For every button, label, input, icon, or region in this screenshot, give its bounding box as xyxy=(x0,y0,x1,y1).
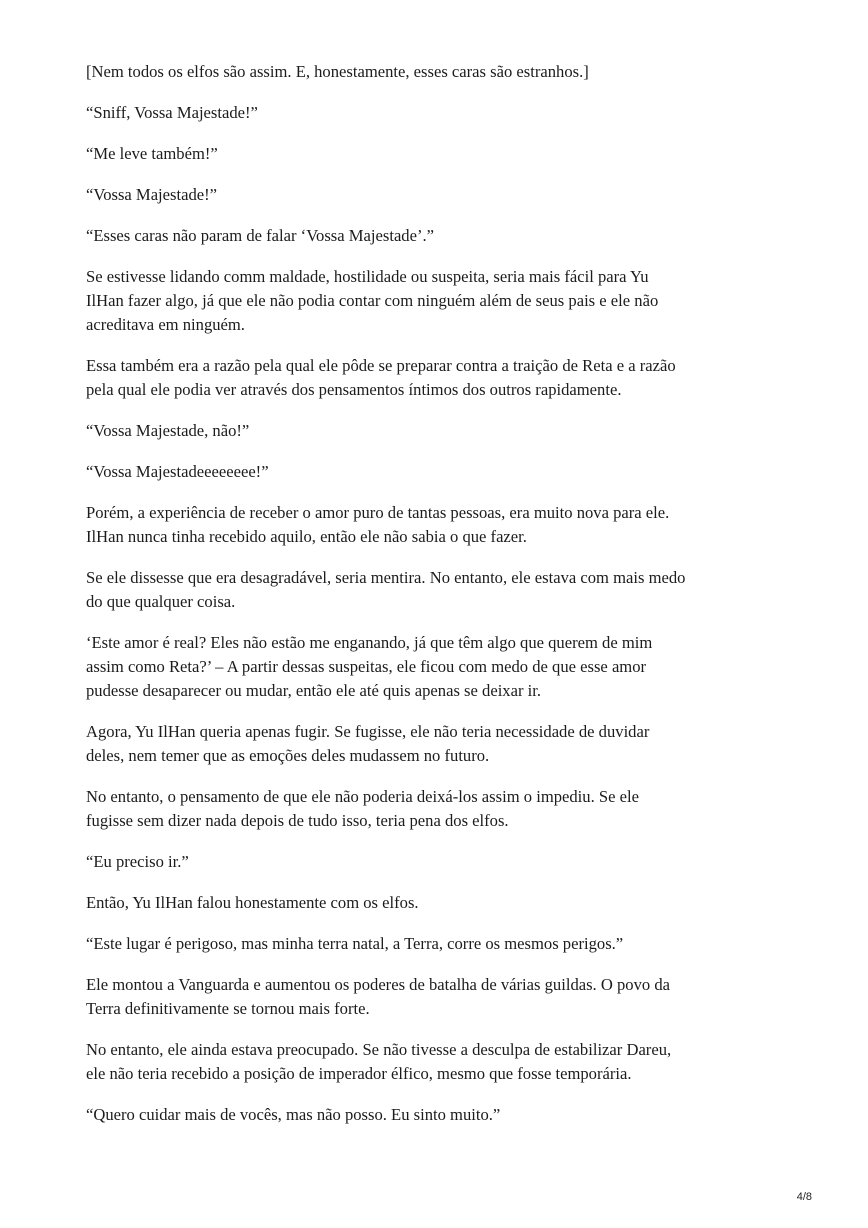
paragraph: [Nem todos os elfos são assim. E, honestamente, esses caras são estranhos.] xyxy=(86,62,589,81)
paragraph: ‘Este amor é real? Eles não estão me enganando, já que têm algo que querem de mim assim como Reta?’ – A partir dessas suspeitas, ele ficou com medo de que esse amor pudesse desaparecer ou mudar, então ele até quis apenas se deixar ir. xyxy=(86,633,653,700)
paragraph: “Sniff, Vossa Majestade!” xyxy=(86,103,258,122)
paragraph: No entanto, ele ainda estava preocupado. Se não tivesse a desculpa de estabilizar Dareu, ele não teria recebido a posição de imperador élfico, mesmo que fosse temporária. xyxy=(86,1040,672,1083)
paragraph: “Vossa Majestadeeeeeeee!” xyxy=(86,462,269,481)
paragraph: Se estivesse lidando comm maldade, hostilidade ou suspeita, seria mais fácil para Yu IlHan fazer algo, já que ele não podia contar com ninguém além de seus pais e ele não acreditava em ninguém. xyxy=(86,267,659,334)
paragraph: “Vossa Majestade, não!” xyxy=(86,421,250,440)
paragraph: Agora, Yu IlHan queria apenas fugir. Se fugisse, ele não teria necessidade de duvidar deles, nem temer que as emoções deles mudassem no futuro. xyxy=(86,722,650,765)
paragraph: Essa também era a razão pela qual ele pôde se preparar contra a traição de Reta e a razão pela qual ele podia ver através dos pensamentos íntimos dos outros rapidamente. xyxy=(86,356,676,399)
paragraph: “Vossa Majestade!” xyxy=(86,185,218,204)
paragraph: “Quero cuidar mais de vocês, mas não posso. Eu sinto muito.” xyxy=(86,1105,501,1124)
paragraph: Porém, a experiência de receber o amor puro de tantas pessoas, era muito nova para ele. IlHan nunca tinha recebido aquilo, então ele não sabia o que fazer. xyxy=(86,503,670,546)
paragraph: Ele montou a Vanguarda e aumentou os poderes de batalha de várias guildas. O povo da Terra definitivamente se tornou mais forte. xyxy=(86,975,670,1018)
paragraph: “Esses caras não param de falar ‘Vossa Majestade’.” xyxy=(86,226,435,245)
paragraph: “Me leve também!” xyxy=(86,144,218,163)
paragraph: “Este lugar é perigoso, mas minha terra natal, a Terra, corre os mesmos perigos.” xyxy=(86,934,624,953)
paragraph: “Eu preciso ir.” xyxy=(86,852,189,871)
paragraph: Então, Yu IlHan falou honestamente com os elfos. xyxy=(86,893,419,912)
paragraph: Se ele dissesse que era desagradável, seria mentira. No entanto, ele estava com mais medo do que qualquer coisa. xyxy=(86,568,686,611)
page-number: 4/8 xyxy=(796,1191,812,1203)
document-body xyxy=(86,60,784,1144)
paragraph: No entanto, o pensamento de que ele não poderia deixá-los assim o impediu. Se ele fugisse sem dizer nada depois de tudo isso, teria pena dos elfos. xyxy=(86,787,639,830)
